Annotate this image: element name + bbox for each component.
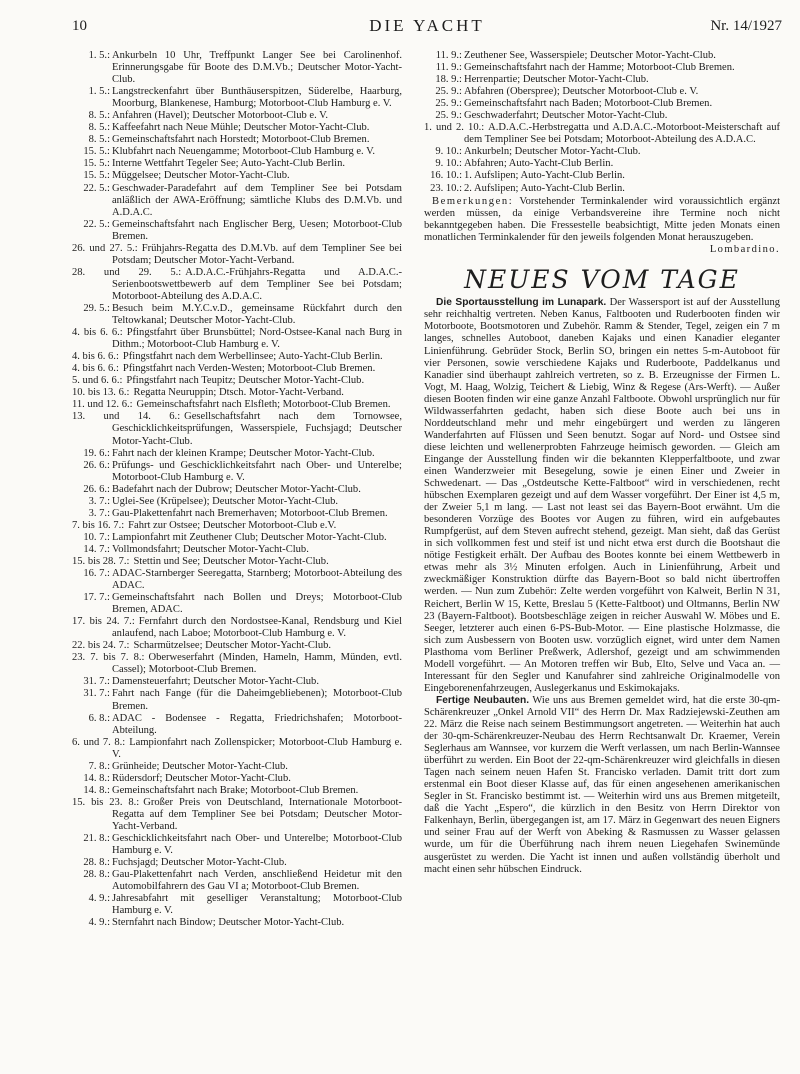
calendar-date: 28. 8.:	[83, 869, 110, 881]
calendar-entry	[72, 219, 402, 243]
calendar-event: Fuchsjagd; Deutscher Motor-Yacht-Club.	[112, 857, 287, 869]
calendar-date: 7. bis 16. 7.:	[72, 519, 125, 531]
calendar-date: 14. 8.:	[83, 772, 110, 784]
calendar-date: 17. bis 24. 7.:	[72, 616, 135, 628]
calendar-entry	[72, 785, 402, 797]
calendar-date: 1. 5.:	[88, 50, 110, 61]
calendar-entry	[72, 616, 402, 640]
calendar-event: Gemeinschaftsfahrt nach Englischer Berg, Uesen; Motorboot-Club Bremen.	[112, 218, 402, 242]
article-heading: Die Sportausstellung im Lunapark.	[436, 297, 607, 309]
calendar-date: 16. 10.:	[430, 170, 462, 182]
calendar-event: Stettin und See; Deutscher Motor-Yacht-Club.	[133, 555, 329, 567]
calendar-event: Abfahren; Auto-Yacht-Club Berlin.	[464, 158, 614, 170]
calendar-entry	[72, 917, 402, 929]
calendar-event: Pfingstfahrt nach Teupitz; Deutscher Motor-Yacht-Club.	[126, 375, 365, 387]
calendar-date: 8. 5.:	[88, 134, 110, 146]
calendar-entry	[424, 50, 780, 62]
issue-number: Nr. 14/1927	[710, 18, 782, 34]
calendar-entry	[72, 183, 402, 219]
page-number: 10	[72, 18, 87, 34]
calendar-entry	[72, 484, 402, 496]
calendar-date: 26. 6.:	[83, 459, 110, 471]
calendar-date: 28. 8.:	[83, 857, 110, 869]
calendar-date: 11. 9.:	[435, 62, 462, 74]
calendar-date: 3. 7.:	[88, 507, 110, 519]
calendar-event: ADAC - Bodensee - Regatta, Friedrichshafen; Motorboot-Abteilung.	[112, 712, 402, 736]
calendar-event: 1. Aufslipen; Auto-Yacht-Club Berlin.	[464, 170, 625, 182]
calendar-event: Geschicklichkeitsfahrt nach Ober- und Unterelbe; Motorboot-Club Hamburg e. V.	[112, 833, 402, 857]
calendar-date: 21. 8.:	[83, 833, 110, 845]
calendar-entry	[72, 761, 402, 773]
calendar-event: Anfahren (Havel); Deutscher Motorboot-Club e. V.	[112, 110, 329, 122]
calendar-event: ADAC-Starnberger Seeregatta, Starnberg; Motorboot-Abteilung des ADAC.	[112, 568, 402, 592]
calendar-date: 10. 7.:	[83, 531, 110, 543]
calendar-date: 4. bis 6. 6.:	[72, 327, 123, 339]
calendar-date: 15. 5.:	[83, 158, 110, 170]
calendar-date: 26. 6.:	[83, 483, 110, 495]
article-body: Der Wassersport ist auf der Ausstellung sehr reichhaltig vertreten. Neben Kanus, Faltbooten und Ruderbooten finden wir Motorboote, Bootsmotoren und Zubehör. Ramm & Stender, Tegel, zeigen ein 7 m langes, schnelles Autoboot, daneben Kajaks und einen Kanadier eleganter Linienführung. Gebrüder Stock, Berlin SO, bringen ein nettes 5-m-Autoboot für vier Personen, sowie verschiedene Kajaks und Ruderboote, Paddelkanus und Kanadier sind überhaupt zahlreich vertreten, so z. B. Erzeugnisse der Firmen L. Vogt, M. Haag, Wolzig, Teichert & Liebig, Winz & Regese (Ars-Werft). — Außer diesen Booten finden wir eine ganze Anzahl Faltboote. Obwohl ursprünglich nur für Wildwasserfahrten gedacht, haben sich diese Boote auch bei uns in Norddeutschland mehr und mehr eingebürgert und werden zu längeren Wanderfahrten auf Flüssen und Seen benutzt. Sogar auf Nord- und Ostsee sind diese leichten und wellenerprobten Fahrzeuge heimisch geworden. — Gleich am Eingange der Ausstellung finden wir die bekannten Klepperfaltboote, und zwar einen Wanderzweier mit Besegelung, sowie je einen Einer und Zweier in Schwedenart. — Das „Ostdeutsche Kette-Faltboot“ wird in verschiedenen, recht hübschen Exemplaren gezeigt und auf dem Wasser vorgeführt. Der Einer ist 4,5 m, der Zweier 5,1 m lang. — Last not least sei das Bayern-Boot erwähnt. Um die besonderen Vorzüge des Bootes vor Augen zu führen, wird ein aufgebautes Rumpfgerüst, auf dem Steven aufrecht stehend, gezeigt. Man sieht, daß das Gerüst in sich vollkommen fest und steif ist und nicht etwa erst durch die Bootshaut die nötige Festigkeit erhält. Der Aufbau des Bootes konnte bei einem Wettbewerb in etwas mehr als 3½ Minuten erfolgen. Auch in Linienführung, Arbeit und zweckmäßiger Konstruktion dürfte das Bayern-Boot so bald nicht übertroffen werden. — Nun zum Zubehör: Zelte werden vorgeführt von Kalweit, Berlin N 31, Reichert, Berlin W 15, Kette, Breslau 5 (Kette-Faltboot) und Oltmanns, Berlin NW 23 (Bayern-Faltboot). Bootsbeschläge zeigen in reicher Auswahl W. Möbes und E. Seeger, letzterer auch einen 6-PS-Bub-Motor. — Eine plastische Holzmasse, die sich zum Ausbessern von Booten usw. vorzüglich eignet, wird unter dem Namen Plasthoma vom Berliner Preßwerk, Adlershof, gezeigt und am schwimmenden Modell vorgeführt. — An Motoren treffen wir Bub, Elto, Selve und Vaca an. — Interessant für den Segler und Kanufahrer sind zahlreiche Originalmodelle von Eingeborenenfahrzeugen, Auslegerkanus und Eskimokajaks.	[424, 297, 780, 694]
section-title: NEUES VOM TAGE	[464, 265, 740, 295]
calendar-date: 6. 8.:	[88, 712, 110, 724]
calendar-remark	[424, 196, 780, 256]
calendar-entry	[72, 833, 402, 857]
calendar-entry	[72, 676, 402, 688]
calendar-date: 26. und 27. 5.:	[72, 242, 138, 254]
calendar-event: Kaffeefahrt nach Neue Mühle; Deutscher Motor-Yacht-Club.	[112, 122, 370, 134]
calendar-event: A.D.A.C.-Frühjahrs-Regatta und A.D.A.C.-Serienbootswettbewerb auf dem Templiner See bei Potsdam; Motorboot-Abteilung des A.D.A.C.	[112, 266, 402, 302]
calendar-entry	[72, 508, 402, 520]
calendar-event: Gemeinschaftsfahrt nach Horstedt; Motorboot-Club Bremen.	[112, 134, 370, 146]
calendar-date: 7. 8.:	[88, 760, 110, 772]
calendar-entry	[72, 688, 402, 712]
calendar-event: Gemeinschaftsfahrt nach der Hamme; Motorboot-Club Bremen.	[464, 62, 735, 74]
calendar-event: Oberweserfahrt (Minden, Hameln, Hamm, Münden, evtl. Cassel); Motorboot-Club Bremen.	[112, 652, 403, 676]
calendar-event: Geschwader-Paradefahrt auf dem Templiner See bei Potsdam anläßlich der AWA-Eröffnung; sämtliche Klubs des D.M.Vb. und A.D.A.C.	[112, 182, 402, 218]
calendar-date: 18. 9.:	[435, 74, 462, 86]
calendar-event: Interne Wettfahrt Tegeler See; Auto-Yacht-Club Berlin.	[112, 158, 346, 170]
page-header	[72, 16, 782, 42]
calendar-event: Gemeinschaftsfahrt nach Brake; Motorboot-Club Bremen.	[112, 784, 359, 796]
calendar-entry	[72, 86, 402, 110]
calendar-event: Frühjahrs-Regatta des D.M.Vb. auf dem Templiner See bei Potsdam; Deutscher Motor-Yacht-Verband.	[112, 242, 402, 266]
calendar-event: Ankurbeln 10 Uhr, Treffpunkt Langer See bei Carolinenhof. Erinnerungsgabe für Boote des D.M.Vb.; Deutscher Motor-Yacht-Club.	[112, 50, 402, 86]
calendar-event: Vollmondsfahrt; Deutscher Motor-Yacht-Club.	[112, 543, 309, 555]
calendar-entry	[72, 496, 402, 508]
calendar-date: 19. 6.:	[83, 447, 110, 459]
calendar-date: 16. 7.:	[83, 568, 110, 580]
article-body: Wie uns aus Bremen gemeldet wird, hat die erste 30-qm-Schärenkreuzer „Onkel Arnold VII“ des Herrn Dr. Max Radziejewski-Zeuthen am 22. März die Reise nach seinem Bestimmungsort angetreten. — Weiterhin hat auch der 30-qm-Schärenkreuzer-Neubau des Herrn Rechtsanwalt Dr. Kraemer, Verein Seglerhaus am Wannsee, vor kurzem die Werft verlassen, um nach Berlin-Wannsee überführt zu werden. Ein Boot der 22-qm-Schärenkreuzer wird gleichfalls in diesen Tagen nach seinem neuen Hafen St. Francisko verladen. Damit tritt dort zum erstenmal ein Boot dieser Klasse auf, das für einen angesehenen amerikanischen Segler in St. Francisko bestimmt ist. — Weiterhin wird uns aus Bremen mitgeteilt, daß die Yacht „Espero“, die kürzlich in den Besitz von Herrn Direktor von Falkenhayn, Berlin, übergegangen ist, am 17. März in Gegenwart des neuen Eigners und seiner Frau auf der Werft von Abeking & Rasmussen zu Wasser gelassen wurde, um für die Überführung nach ihrem neuen Liegehafen Swinemünde ausgerüstet zu werden. Die Yacht ist innen und außen vollständig überholt und macht einen sehr hübschen Eindruck.	[424, 694, 781, 875]
calendar-date: 10. bis 13. 6.:	[72, 387, 130, 399]
calendar-date: 28. und 29. 5.:	[72, 266, 182, 278]
calendar-event: A.D.A.C.-Herbstregatta und A.D.A.C.-Motorboot-Meisterschaft auf dem Templiner See bei Potsdam; Motorboot-Abteilung des A.D.A.C.	[464, 122, 781, 146]
calendar-entry	[72, 460, 402, 484]
calendar-date: 15. 5.:	[83, 170, 110, 182]
calendar-entry	[72, 375, 402, 387]
calendar-entry	[424, 158, 780, 170]
calendar-entry	[72, 134, 402, 146]
calendar-event: Fahrt nach der kleinen Krampe; Deutscher Motor-Yacht-Club.	[112, 447, 375, 459]
calendar-date: 13. und 14. 6.:	[72, 411, 181, 423]
calendar-entry	[72, 363, 402, 375]
calendar-event: Gemeinschaftsfahrt nach Elsfleth; Motorboot-Club Bremen.	[136, 399, 391, 411]
calendar-date: 3. 7.:	[88, 495, 110, 507]
calendar-event: Geschwaderfahrt; Deutscher Motor-Yacht-Club.	[464, 110, 668, 122]
calendar-event: Herrenpartie; Deutscher Motor-Yacht-Club.	[464, 74, 649, 86]
calendar-date: 23. 7. bis 7. 8.:	[72, 652, 145, 664]
calendar-date: 22. 5.:	[83, 182, 110, 194]
calendar-date: 1. und 2. 10.:	[424, 122, 485, 134]
calendar-entry	[72, 122, 402, 134]
calendar-date: 14. 7.:	[83, 543, 110, 555]
calendar-date: 23. 10.:	[430, 182, 462, 194]
calendar-event: Gau-Plakettenfahrt nach Bremerhaven; Motorboot-Club Bremen.	[112, 507, 388, 519]
calendar-date: 29. 5.:	[83, 302, 110, 314]
calendar-date: 5. und 6. 6.:	[72, 375, 123, 387]
remark-signature: Lombardino.	[709, 243, 780, 255]
calendar-date: 25. 9.:	[435, 98, 462, 110]
calendar-event: Pfingstfahrt nach dem Werbellinsee; Auto-Yacht-Club Berlin.	[122, 351, 383, 363]
article-neubauten	[424, 695, 780, 876]
calendar-entry	[72, 158, 402, 170]
calendar-entry	[72, 640, 402, 652]
calendar-date: 8. 5.:	[88, 122, 110, 134]
calendar-event: Jahresabfahrt mit geselliger Veranstaltung; Motorboot-Club Hamburg e. V.	[112, 893, 402, 917]
calendar-entry	[72, 110, 402, 122]
calendar-entry	[72, 520, 402, 532]
calendar-entry	[72, 737, 402, 761]
calendar-entry	[72, 303, 402, 327]
calendar-event: Pfingstfahrt über Brunsbüttel; Nord-Ostsee-Kanal nach Burg in Dithm.; Motorboot-Club Hamburg e. V.	[112, 327, 402, 351]
calendar-date: 14. 8.:	[83, 784, 110, 796]
calendar-event: Rüdersdorf; Deutscher Motor-Yacht-Club.	[112, 772, 291, 784]
calendar-date: 15. 5.:	[83, 146, 110, 158]
calendar-event: Lampionfahrt nach Zollenspicker; Motorboot-Club Hamburg e. V.	[112, 736, 402, 760]
calendar-date: 4. 9.:	[88, 917, 110, 929]
calendar-date: 22. 5.:	[83, 218, 110, 230]
calendar-entry	[72, 351, 402, 363]
calendar-date: 1. 5.:	[88, 86, 110, 98]
right-column	[424, 50, 780, 876]
calendar-entry	[72, 713, 402, 737]
calendar-entry	[72, 568, 402, 592]
calendar-entry	[72, 544, 402, 556]
calendar-entry	[72, 170, 402, 182]
calendar-date: 4. bis 6. 6.:	[72, 351, 119, 363]
calendar-event: Sternfahrt nach Bindow; Deutscher Motor-Yacht-Club.	[112, 917, 345, 929]
calendar-entry	[72, 773, 402, 785]
calendar-event: Großer Preis von Deutschland, Internationale Motorboot-Regatta auf dem Templiner See bei Potsdam; Deutscher Motor-Yacht-Verband.	[112, 796, 402, 832]
calendar-entry	[72, 592, 402, 616]
calendar-date: 8. 5.:	[88, 110, 110, 122]
article-sportausstellung	[424, 297, 780, 695]
article-heading: Fertige Neubauten.	[436, 694, 530, 706]
calendar-event: Besuch beim M.Y.C.v.D., gemeinsame Rückfahrt durch den Teltowkanal; Deutscher Motor-Yacht-Club.	[112, 302, 402, 327]
calendar-date: 17. 7.:	[83, 592, 110, 604]
calendar-event: Damensteuerfahrt; Deutscher Motor-Yacht-Club.	[112, 676, 319, 688]
calendar-entry	[72, 652, 402, 676]
calendar-entry	[72, 448, 402, 460]
calendar-entry	[72, 893, 402, 917]
calendar-event: Ankurbeln; Deutscher Motor-Yacht-Club.	[464, 146, 641, 158]
magazine-title: DIE YACHT	[369, 16, 485, 35]
calendar-event: Zeuthener See, Wasserspiele; Deutscher Motor-Yacht-Club.	[464, 50, 716, 61]
calendar-entry	[72, 387, 402, 399]
calendar-event: Pfingstfahrt nach Verden-Westen; Motorboot-Club Bremen.	[122, 363, 376, 375]
calendar-date: 9. 10.:	[435, 146, 462, 158]
calendar-date: 15. bis 28. 7.:	[72, 555, 130, 567]
calendar-entry	[72, 869, 402, 893]
calendar-event: Fernfahrt durch den Nordostsee-Kanal, Rendsburg und Kiel anlaufend, nach Laboe; Motorboot-Club Hamburg e. V.	[112, 616, 402, 640]
calendar-event: Prüfungs- und Geschicklichkeitsfahrt nach Ober- und Unterelbe; Motorboot-Club Hamburg e. V.	[112, 459, 402, 483]
calendar-event: Gesellschaftsfahrt nach dem Tornowsee, Geschicklichkeitsprüfungen, Wasserspiele, Fuchsjagd; Deutscher Motor-Yacht-Club.	[112, 411, 402, 447]
calendar-date: 4. bis 6. 6.:	[72, 363, 119, 375]
calendar-entry	[72, 411, 402, 447]
calendar-entry	[424, 62, 780, 74]
calendar-date: 6. und 7. 8.:	[72, 736, 126, 748]
calendar-entry	[72, 797, 402, 833]
calendar-date: 11. und 12. 6.:	[72, 399, 133, 411]
calendar-event: Fahrt zur Ostsee; Deutscher Motorboot-Club e.V.	[128, 519, 337, 531]
calendar-date: 22. bis 24. 7.:	[72, 640, 130, 652]
calendar-event: Müggelsee; Deutscher Motor-Yacht-Club.	[112, 170, 290, 182]
calendar-date: 9. 10.:	[435, 158, 462, 170]
calendar-entry	[72, 857, 402, 869]
calendar-event: Grünheide; Deutscher Motor-Yacht-Club.	[112, 760, 288, 772]
calendar-entry	[424, 170, 780, 182]
calendar-event: Lampionfahrt mit Zeuthener Club; Deutscher Motor-Yacht-Club.	[112, 531, 387, 543]
calendar-column-right	[424, 50, 780, 195]
calendar-event: 2. Aufslipen; Auto-Yacht-Club Berlin.	[464, 182, 625, 194]
calendar-date: 25. 9.:	[435, 86, 462, 98]
calendar-entry	[424, 110, 780, 122]
calendar-entry	[424, 74, 780, 86]
calendar-event: Gau-Plakettenfahrt nach Verden, anschließend Heidetur mit den Automobilfahrern des Gau VI a; Motorboot-Club Bremen.	[112, 869, 402, 893]
calendar-entry	[72, 399, 402, 411]
calendar-event: Gemeinschaftsfahrt nach Baden; Motorboot-Club Bremen.	[464, 98, 713, 110]
calendar-entry	[72, 243, 402, 267]
calendar-entry	[72, 146, 402, 158]
calendar-entry	[72, 327, 402, 351]
calendar-event: Klubfahrt nach Neuengamme; Motorboot-Club Hamburg e. V.	[112, 146, 376, 158]
calendar-entry	[424, 98, 780, 110]
calendar-date: 15. bis 23. 8.:	[72, 796, 140, 808]
calendar-date: 31. 7.:	[83, 688, 110, 700]
calendar-entry	[72, 267, 402, 303]
calendar-entry	[424, 146, 780, 158]
calendar-event: Badefahrt nach der Dubrow; Deutscher Motor-Yacht-Club.	[112, 483, 361, 495]
calendar-event: Gemeinschaftsfahrt nach Bollen und Dreys; Motorboot-Club Bremen, ADAC.	[112, 592, 402, 616]
calendar-entry	[72, 556, 402, 568]
calendar-event: Regatta Neuruppin; Dtsch. Motor-Yacht-Verband.	[133, 387, 344, 399]
calendar-entry	[424, 86, 780, 98]
calendar-date: 4. 9.:	[88, 893, 110, 905]
calendar-entry	[424, 122, 780, 146]
calendar-event: Scharmützelsee; Deutscher Motor-Yacht-Club.	[133, 640, 332, 652]
calendar-event: Fahrt nach Fange (für die Daheimgebliebenen); Motorboot-Club Bremen.	[112, 688, 402, 712]
remark-label: Bemerkungen:	[432, 195, 514, 207]
calendar-date: 11. 9.:	[435, 50, 462, 61]
calendar-entry	[72, 532, 402, 544]
calendar-event: Langstreckenfahrt über Bunthäuserspitzen, Süderelbe, Haarburg, Moorburg, Blankenese, Hamburg; Motorboot-Club Hamburg e. V.	[112, 86, 402, 110]
calendar-date: 31. 7.:	[83, 676, 110, 688]
calendar-event: Abfahren (Oberspree); Deutscher Motorboot-Club e. V.	[464, 86, 699, 98]
calendar-event: Uglei-See (Krüpelsee); Deutscher Motor-Yacht-Club.	[112, 495, 339, 507]
calendar-column-left	[72, 50, 402, 929]
calendar-entry	[72, 50, 402, 86]
calendar-date: 25. 9.:	[435, 110, 462, 122]
calendar-entry	[424, 183, 780, 195]
remark-text: Vorstehender Terminkalender wird voraussichtlich ergänzt werden müssen, da einige Verbandsvereine ihre Termine noch nicht bekanntgegeben haben. Die Fressestelle beabsichtigt, Mitte jeden Monats einen monatlichen Terminkalender für den jeweils folgenden Monat herauszugeben.	[424, 195, 781, 243]
